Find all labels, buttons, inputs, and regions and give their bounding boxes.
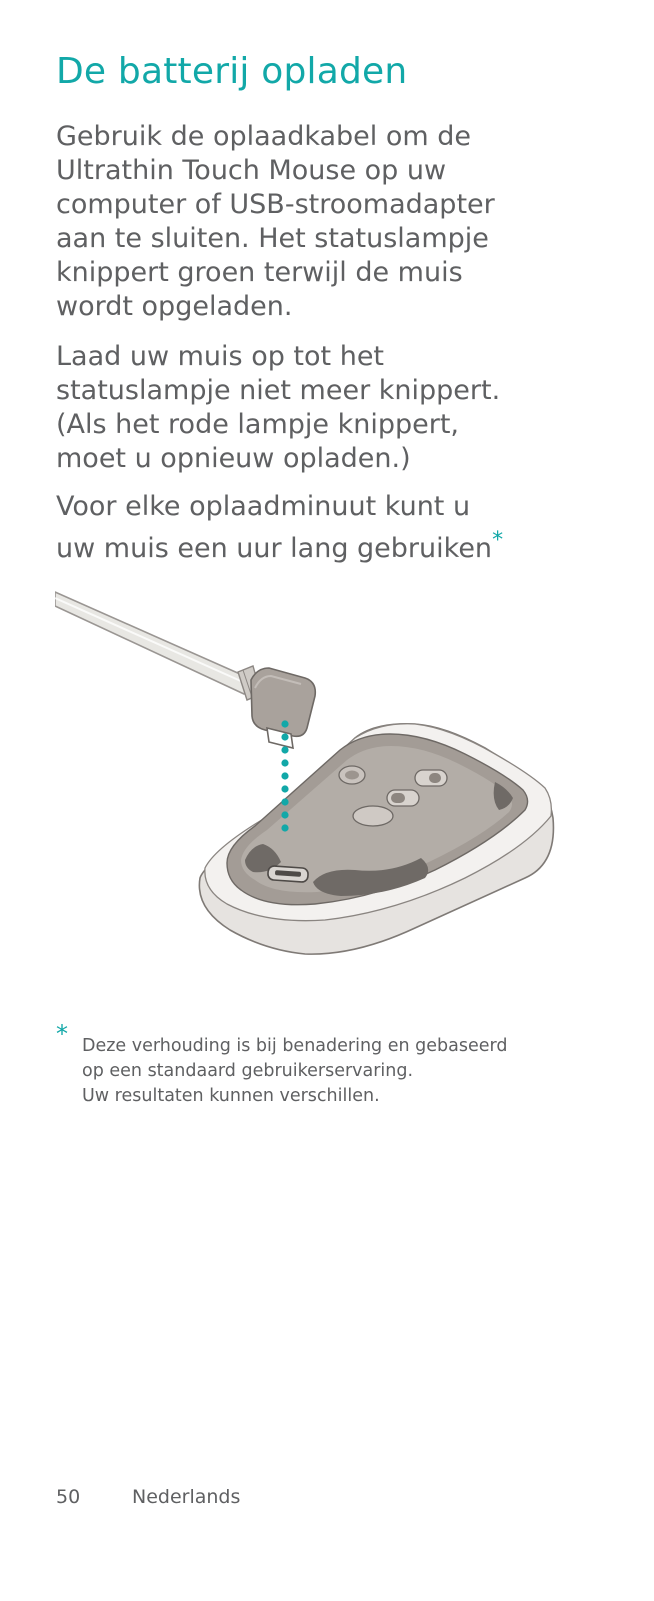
paragraph-connect-cable <box>56 120 616 324</box>
footnote-text <box>82 1034 508 1109</box>
text-line: computer of USB-stroomadapter <box>56 189 495 220</box>
text-line: (Als het rode lampje knippert, <box>56 409 459 440</box>
text-line: moet u opnieuw opladen.) <box>56 443 411 474</box>
paragraph-usage-ratio <box>56 490 616 566</box>
page-footer <box>56 1484 240 1510</box>
text-line: statuslampje niet meer knippert. <box>56 375 501 406</box>
charging-cable <box>55 592 261 700</box>
page-title: De batterij opladen <box>56 51 408 92</box>
footnote-line: Uw resultaten kunnen verschillen. <box>82 1086 380 1106</box>
text-line: Ultrathin Touch Mouse op uw <box>56 155 447 186</box>
footnote-line: op een standaard gebruikerservaring. <box>82 1061 414 1081</box>
text-line <box>56 524 616 566</box>
paragraph-charge-until <box>56 340 616 476</box>
text-line: aan te sluiten. Het statuslampje <box>56 223 489 254</box>
footnote-marker: * <box>492 528 504 553</box>
text-line: knippert groen terwijl de muis <box>56 257 463 288</box>
language-label: Nederlands <box>132 1486 241 1508</box>
footnote-line: Deze verhouding is bij benadering en gebaseerd <box>82 1036 508 1056</box>
text-line: Voor elke oplaadminuut kunt u <box>56 491 471 522</box>
mouse-charging-illustration <box>55 578 565 978</box>
mouse <box>199 724 553 954</box>
text-line-content: uw muis een uur lang gebruiken <box>56 533 493 564</box>
footnote-marker: * <box>56 1020 68 1048</box>
page-number: 50 <box>56 1486 81 1508</box>
text-line: Gebruik de oplaadkabel om de <box>56 121 472 152</box>
alignment-guide <box>281 720 288 831</box>
text-line: wordt opgeladen. <box>56 291 293 322</box>
text-line: Laad uw muis op tot het <box>56 341 385 372</box>
